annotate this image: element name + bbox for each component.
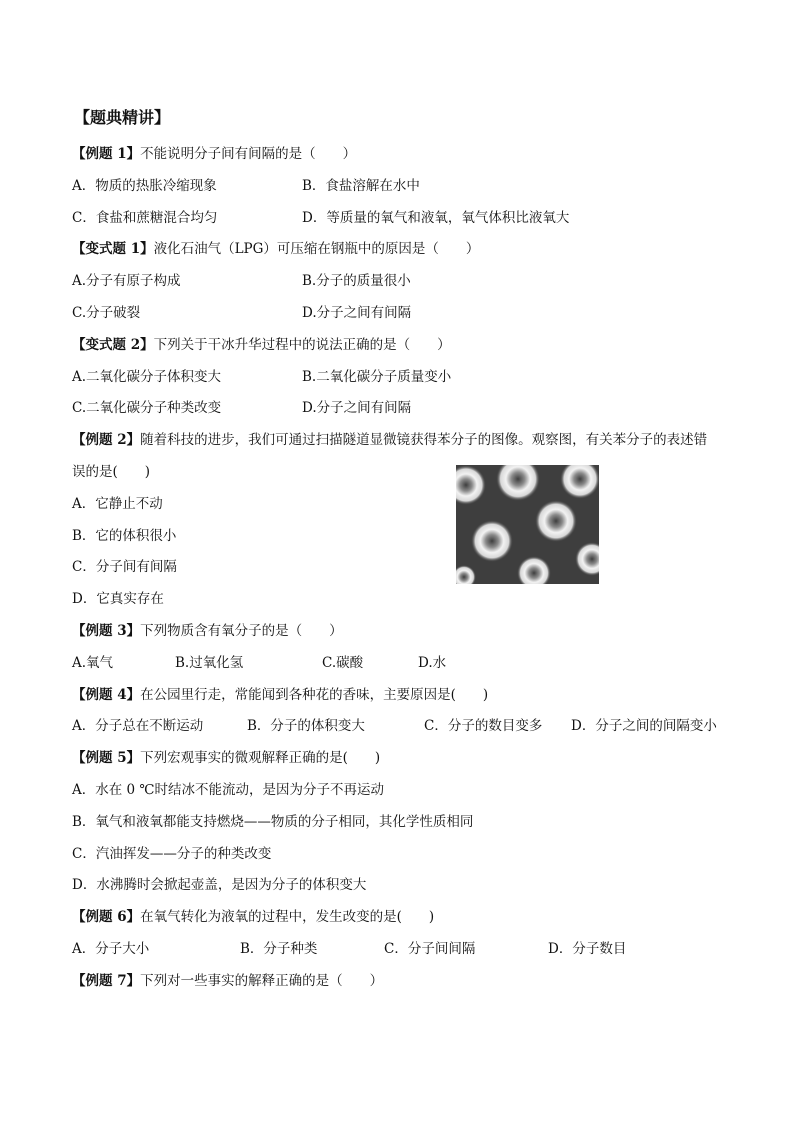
q4-option-a: A．分子总在不断运动 xyxy=(72,718,204,734)
q5-option-d: D．水沸腾时会掀起壶盖，是因为分子的体积变大 xyxy=(72,877,367,893)
question-tag: 【例题 1】 xyxy=(72,146,141,162)
question-stem: 随着科技的进步，我们可通过扫描隧道显微镜获得苯分子的图像。观察图，有关苯分子的表述错 xyxy=(140,432,708,448)
q3-option-b: B.过氧化氢 xyxy=(175,655,244,671)
q2-option-d: D．它真实存在 xyxy=(72,591,164,607)
question-3 xyxy=(72,622,343,640)
question-tag: 【变式题 1】 xyxy=(72,241,154,257)
question-2-line2: 误的是( ) xyxy=(72,464,151,480)
q1-option-c: C．食盐和蔗糖混合均匀 xyxy=(72,210,218,226)
v2-option-c: C.二氧化碳分子种类改变 xyxy=(72,400,222,416)
question-stem: 下列宏观事实的微观解释正确的是( ) xyxy=(140,750,381,766)
v1-option-b: B.分子的质量很小 xyxy=(302,273,411,289)
benzene-stm-image xyxy=(456,465,599,584)
question-4 xyxy=(72,686,488,704)
q1-option-b: B．食盐溶解在水中 xyxy=(302,178,420,194)
question-stem: 液化石油气（LPG）可压缩在钢瓶中的原因是（ ） xyxy=(153,241,480,257)
q5-option-c: C．汽油挥发——分子的种类改变 xyxy=(72,846,272,862)
question-tag: 【例题 4】 xyxy=(72,687,141,703)
q2-option-a: A．它静止不动 xyxy=(72,496,163,512)
question-6 xyxy=(72,908,434,926)
v1-option-a: A.分子有原子构成 xyxy=(72,273,181,289)
question-tag: 【例题 2】 xyxy=(72,432,141,448)
question-tag: 【例题 6】 xyxy=(72,909,141,925)
q2-option-b: B．它的体积很小 xyxy=(72,528,177,544)
q3-option-c: C.碳酸 xyxy=(322,655,364,671)
question-stem: 不能说明分子间有间隔的是（ ） xyxy=(140,146,357,162)
question-tag: 【例题 5】 xyxy=(72,750,141,766)
question-tag: 【例题 3】 xyxy=(72,623,141,639)
q4-option-b: B．分子的体积变大 xyxy=(247,718,365,734)
question-stem: 在氧气转化为液氧的过程中，发生改变的是( ) xyxy=(140,909,435,925)
section-heading: 【题典精讲】 xyxy=(74,108,171,127)
benzene-molecules-graphic xyxy=(456,465,599,584)
q2-option-c: C．分子间有间隔 xyxy=(72,559,177,575)
variant-1 xyxy=(72,240,479,258)
molecule-ring xyxy=(535,500,577,542)
q3-option-a: A.氧气 xyxy=(72,655,114,671)
question-stem: 下列对一些事实的解释正确的是（ ） xyxy=(140,973,384,989)
question-stem: 在公园里行走，常能闻到各种花的香味，主要原因是( ) xyxy=(140,687,489,703)
molecule-ring xyxy=(471,520,513,562)
q5-option-a: A．水在 0 ℃时结冰不能流动，是因为分子不再运动 xyxy=(72,782,385,798)
q6-option-b: B．分子种类 xyxy=(240,941,318,957)
v2-option-b: B.二氧化碳分子质量变小 xyxy=(302,369,452,385)
v2-option-d: D.分子之间有间隔 xyxy=(302,400,412,416)
q3-option-d: D.水 xyxy=(418,655,447,671)
v1-option-d: D.分子之间有间隔 xyxy=(302,305,412,321)
q5-option-b: B．氧气和液氧都能支持燃烧——物质的分子相同，其化学性质相同 xyxy=(72,814,474,830)
q1-option-d: D．等质量的氧气和液氧，氧气体积比液氧大 xyxy=(302,210,570,226)
question-tag: 【变式题 2】 xyxy=(72,337,154,353)
q6-option-c: C．分子间间隔 xyxy=(384,941,476,957)
q4-option-c: C．分子的数目变多 xyxy=(424,718,543,734)
question-tag: 【例题 7】 xyxy=(72,973,141,989)
q4-option-d: D．分子之间的间隔变小 xyxy=(571,718,717,734)
question-7 xyxy=(72,972,383,990)
q6-option-d: D．分子数目 xyxy=(548,941,627,957)
v1-option-c: C.分子破裂 xyxy=(72,305,141,321)
question-stem: 下列物质含有氧分子的是（ ） xyxy=(140,623,343,639)
question-5 xyxy=(72,749,380,767)
q6-option-a: A．分子大小 xyxy=(72,941,150,957)
question-1 xyxy=(72,145,356,163)
question-stem: 下列关于干冰升华过程中的说法正确的是（ ） xyxy=(153,337,451,353)
v2-option-a: A.二氧化碳分子体积变大 xyxy=(72,369,222,385)
q1-option-a: A．物质的热胀冷缩现象 xyxy=(72,178,217,194)
variant-2 xyxy=(72,336,451,354)
question-2 xyxy=(72,431,707,449)
